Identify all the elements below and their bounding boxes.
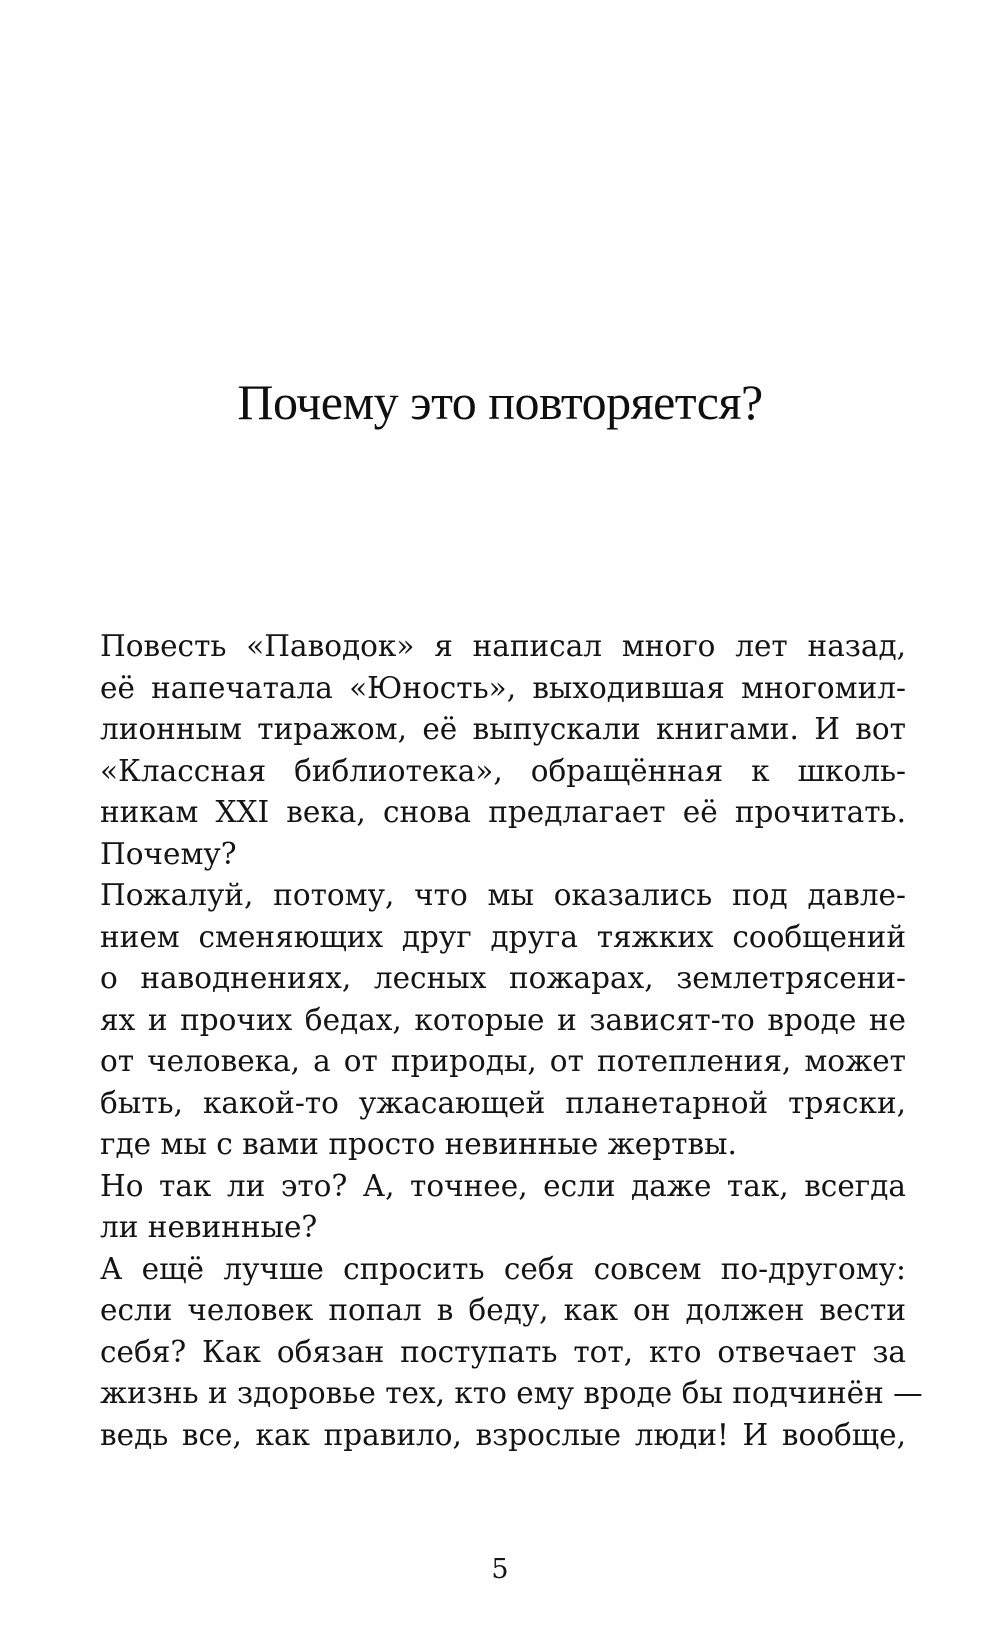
- text-line: её напечатала «Юность», выходившая многомил-: [100, 670, 906, 705]
- text-line: себя? Как обязан поступать тот, кто отвечает за: [100, 1334, 906, 1369]
- body-text: [100, 626, 923, 1456]
- text-line: если человек попал в беду, как он должен вести: [100, 1293, 906, 1327]
- text-line: никам XXI века, снова предлагает её прочитать.: [100, 795, 906, 829]
- chapter-title: Почему это повторяется?: [237, 374, 763, 430]
- text-line: ведь все, как правило, взрослые люди! И вообще,: [100, 1417, 906, 1452]
- text-line: Пожалуй, потому, что мы оказались под давле-: [100, 878, 906, 912]
- page-number: 5: [491, 1554, 509, 1585]
- text-line: ли невинные?: [100, 1210, 318, 1244]
- text-line: где мы с вами просто невинные жертвы.: [100, 1127, 737, 1161]
- text-line: от человека, а от природы, от потепления, может: [100, 1044, 906, 1078]
- text-line: о наводнениях, лесных пожарах, землетрясени-: [100, 961, 906, 995]
- text-line: Почему?: [100, 836, 237, 871]
- text-line: Повесть «Паводок» я написал много лет назад,: [100, 629, 906, 663]
- text-line: А ещё лучше спросить себя совсем по-другому:: [100, 1251, 906, 1286]
- text-line: жизнь и здоровье тех, кто ему вроде бы подчинён —: [100, 1376, 923, 1410]
- text-line: нием сменяющих друг друга тяжких сообщений: [100, 919, 906, 954]
- text-line: «Классная библиотека», обращённая к школь-: [100, 753, 906, 788]
- text-line: ях и прочих бедах, которые и зависят-то вроде не: [100, 1002, 906, 1037]
- text-line: Но так ли это? А, точнее, если даже так, всегда: [100, 1168, 906, 1203]
- text-line: лионным тиражом, её выпускали книгами. И вот: [100, 712, 906, 746]
- text-line: быть, какой-то ужасающей планетарной тряски,: [100, 1085, 906, 1120]
